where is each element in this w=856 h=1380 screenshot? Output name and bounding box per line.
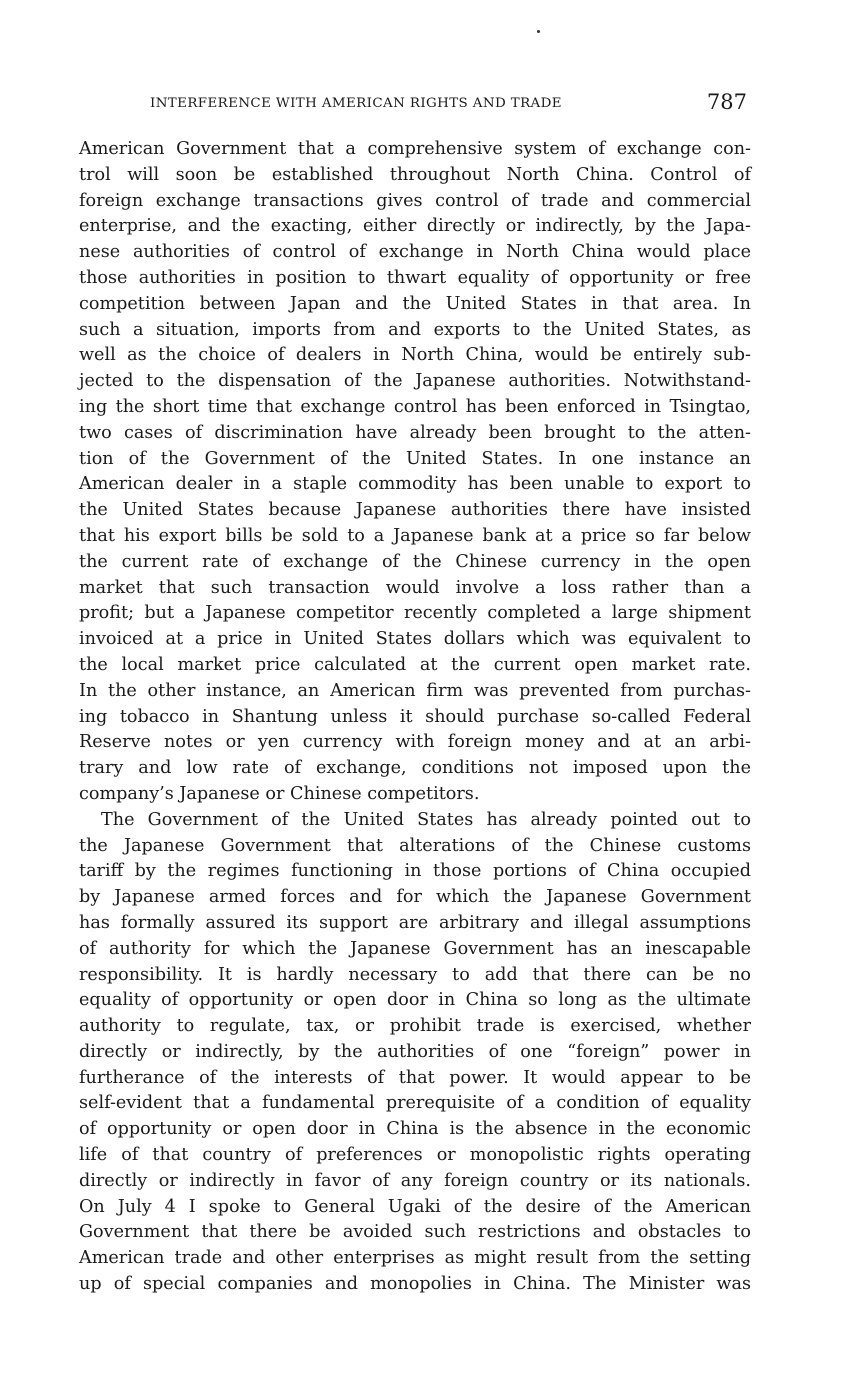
text-line: such a situation, imports from and exports to the United States, as — [79, 319, 751, 340]
scan-speck — [537, 30, 540, 33]
running-title: INTERFERENCE WITH AMERICAN RIGHTS AND TRADE — [150, 96, 562, 111]
text-line: by Japanese armed forces and for which the Japanese Government — [79, 887, 751, 908]
text-line: American trade and other enterprises as might result from the setting — [79, 1248, 751, 1269]
text-line: of opportunity or open door in China is the absence in the economic — [79, 1119, 751, 1140]
text-line: On July 4 I spoke to General Ugaki of the desire of the American — [79, 1196, 751, 1217]
text-line: the United States because Japanese authorities there have insisted — [79, 500, 751, 521]
text-line: trary and low rate of exchange, conditions not imposed upon the — [79, 758, 751, 779]
page-number: 787 — [706, 90, 747, 114]
body-text — [79, 137, 751, 1298]
text-line: American Government that a comprehensive system of exchange con- — [79, 139, 751, 159]
text-line: profit; but a Japanese competitor recently completed a large shipment — [79, 603, 751, 624]
text-line: foreign exchange transactions gives control of trade and commercial — [79, 190, 751, 211]
text-line: directly or indirectly in favor of any foreign country or its nationals. — [79, 1170, 751, 1191]
text-line: of authority for which the Japanese Government has an inescapable — [79, 938, 751, 959]
running-head — [150, 92, 750, 118]
text-line: authority to regulate, tax, or prohibit trade is exercised, whether — [79, 1016, 751, 1037]
text-line: In the other instance, an American firm was prevented from purchas- — [79, 680, 751, 701]
text-line: ing the short time that exchange control has been enforced in Tsingtao, — [79, 396, 751, 417]
text-line: has formally assured its support are arbitrary and illegal assumptions — [79, 912, 751, 933]
text-line: well as the choice of dealers in North China, would be entirely sub- — [79, 345, 751, 366]
text-line: up of special companies and monopolies in China. The Minister was — [79, 1274, 751, 1295]
text-line: jected to the dispensation of the Japanese authorities. Notwithstand- — [79, 371, 751, 392]
text-line: Reserve notes or yen currency with foreign money and at an arbi- — [79, 732, 751, 753]
text-line: market that such transaction would involve a loss rather than a — [79, 577, 751, 598]
text-line: the Japanese Government that alterations of the Chinese customs — [79, 835, 751, 856]
text-line: invoiced at a price in United States dollars which was equivalent to — [79, 629, 751, 650]
text-line: American dealer in a staple commodity has been unable to export to — [79, 474, 751, 495]
text-line: furtherance of the interests of that power. It would appear to be — [79, 1067, 751, 1088]
paragraph-end-line: company’s Japanese or Chinese competitors. — [79, 783, 480, 804]
text-line: that his export bills be sold to a Japanese bank at a price so far below — [79, 525, 751, 546]
text-line: enterprise, and the exacting, either directly or indirectly, by the Japa- — [79, 216, 751, 237]
text-line: two cases of discrimination have already been brought to the atten- — [79, 422, 751, 443]
text-line: Government that there be avoided such restrictions and obstacles to — [79, 1222, 751, 1243]
text-line: tion of the Government of the United States. In one instance an — [79, 448, 751, 469]
text-line: ing tobacco in Shantung unless it should purchase so-called Federal — [79, 706, 751, 727]
text-line: trol will soon be established throughout North China. Control of — [79, 164, 751, 185]
text-line: self-evident that a fundamental prerequisite of a condition of equality — [79, 1093, 751, 1114]
text-line: the current rate of exchange of the Chinese currency in the open — [79, 551, 751, 572]
text-line: equality of opportunity or open door in China so long as the ultimate — [79, 990, 751, 1011]
text-line: those authorities in position to thwart equality of opportunity or free — [79, 267, 751, 288]
text-line: directly or indirectly, by the authorities of one “foreign” power in — [79, 1041, 751, 1062]
text-line: the local market price calculated at the current open market rate. — [79, 654, 751, 675]
text-line: life of that country of preferences or monopolistic rights operating — [79, 1145, 751, 1166]
text-line: nese authorities of control of exchange in North China would place — [79, 242, 751, 263]
text-line: competition between Japan and the United States in that area. In — [79, 293, 751, 314]
text-line: tariff by the regimes functioning in those portions of China occupied — [79, 861, 751, 882]
text-line: responsibility. It is hardly necessary to add that there can be no — [79, 964, 751, 985]
paragraph-start-line: The Government of the United States has already pointed out to — [101, 809, 751, 830]
